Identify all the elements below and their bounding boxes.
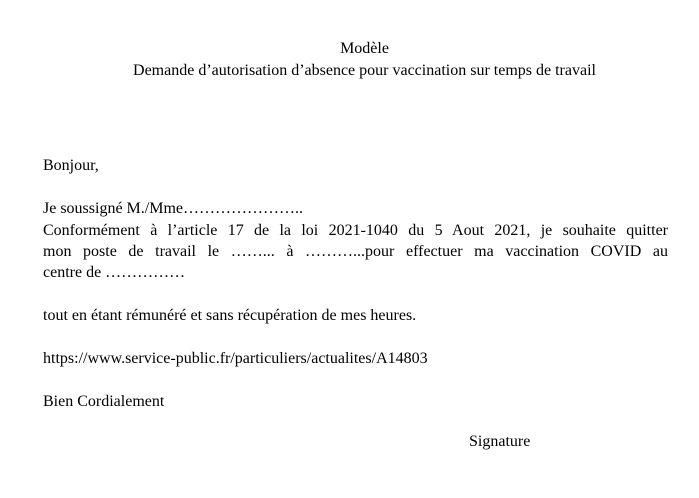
- signature-label: Signature: [469, 433, 531, 450]
- paragraph-line: mon poste de travail le ……... à ………...pour effectuer ma vaccination COVID au: [43, 243, 668, 260]
- paragraph-line: Conformément à l’article 17 de la loi 2021-1040 du 5 Aout 2021, je souhaite quitter: [43, 222, 668, 239]
- declaration-line: Je soussigné M./Mme…………………..: [43, 200, 303, 217]
- document-subtitle: Demande d’autorisation d’absence pour vaccination sur temps de travail: [133, 62, 596, 79]
- greeting: Bonjour,: [43, 157, 99, 174]
- reference-url: https://www.service-public.fr/particuliers/actualites/A14803: [43, 350, 428, 367]
- closing-line: Bien Cordialement: [43, 393, 165, 410]
- request-paragraph: [43, 220, 668, 283]
- paragraph-line: centre de ……………: [43, 264, 186, 281]
- remuneration-line: tout en étant rémunéré et sans récupération de mes heures.: [43, 307, 417, 324]
- document-title: Modèle: [340, 40, 389, 57]
